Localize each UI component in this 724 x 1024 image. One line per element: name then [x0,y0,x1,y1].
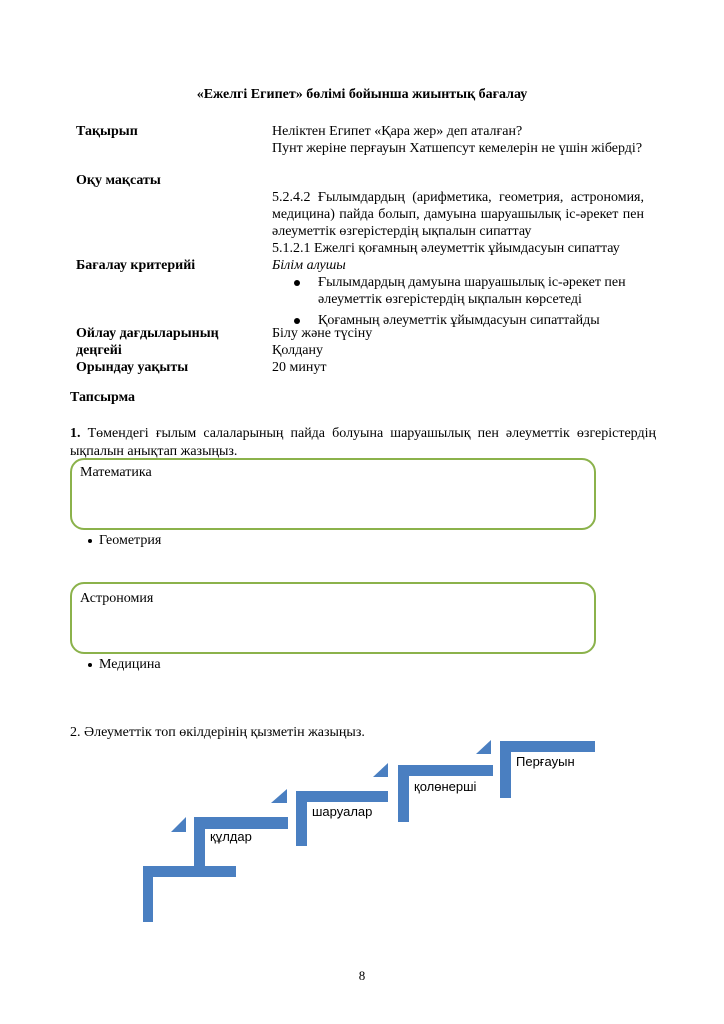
page-title: «Ежелгі Египет» бөлімі бойынша жиынтық бағалау [196,87,528,102]
time-value: 20 минут [272,360,327,375]
objectives-label: Оқу мақсаты [76,173,161,188]
assignment-heading: Тапсырма [70,390,136,405]
task2-text: 2. Әлеуметтік топ өкілдерінің қызметін жазыңыз. [70,725,365,740]
topic-line-1: Неліктен Египет «Қара жер» деп аталған? [272,124,523,139]
step-label-slaves: құлдар [210,829,252,844]
task1-text: 1. Төмендегі ғылым салаларының пайда болуына шаруашылық пен әлеуметтік өзгерістердің ықпалын анықтап жазыңыз. [70,426,656,459]
answer-box-label: Математика [80,465,152,480]
stair-triangle [373,763,388,777]
sub-item: Геометрия [88,533,161,549]
sub-item: Медицина [88,657,161,673]
stair-triangle [171,817,186,832]
objective-1: 5.2.4.2 Ғылымдардың (арифметика, геометрия, астрономия, медицина) пайда болып, дамуына шаруашылық іс-әрекет пен әлеуметтік өзгерістердің ықпалын сипаттау [272,190,644,239]
step-label-pharaoh: Перғауын [516,754,575,769]
thinking-label: Ойлау дағдыларының деңгейі [76,326,219,358]
objective-2: 5.1.2.1 Ежелгі қоғамның әлеуметтік ұйымдасуын сипаттау [272,241,620,256]
page-number: 8 [358,968,366,983]
topic-line-2: Пунт жеріне перғауын Хатшепсут кемелерін не үшін жіберді? [272,141,643,156]
stair-triangle [271,789,287,803]
stair-step [143,866,236,922]
stair-step [194,817,288,872]
thinking-value-2: Қолдану [272,343,323,358]
step-label-craftsman: қолөнерші [414,779,477,794]
criteria-intro: Білім алушы [272,258,346,273]
criteria-label: Бағалау критерийі [76,258,196,273]
step-label-peasants: шаруалар [312,804,373,819]
time-label: Орындау уақыты [76,360,189,375]
answer-box-label: Астрономия [80,591,154,606]
criteria-item: Қоғамның әлеуметтік ұйымдасуын сипаттайды [290,312,644,329]
criteria-item: Ғылымдардың дамуына шаруашылық іс-әрекет пен әлеуметтік өзгерістердің ықпалын көрсетеді [290,274,644,308]
thinking-value-1: Білу және түсіну [272,326,373,341]
stair-triangle [476,740,491,754]
topic-label: Тақырып [76,124,138,139]
stair-step [500,741,595,798]
